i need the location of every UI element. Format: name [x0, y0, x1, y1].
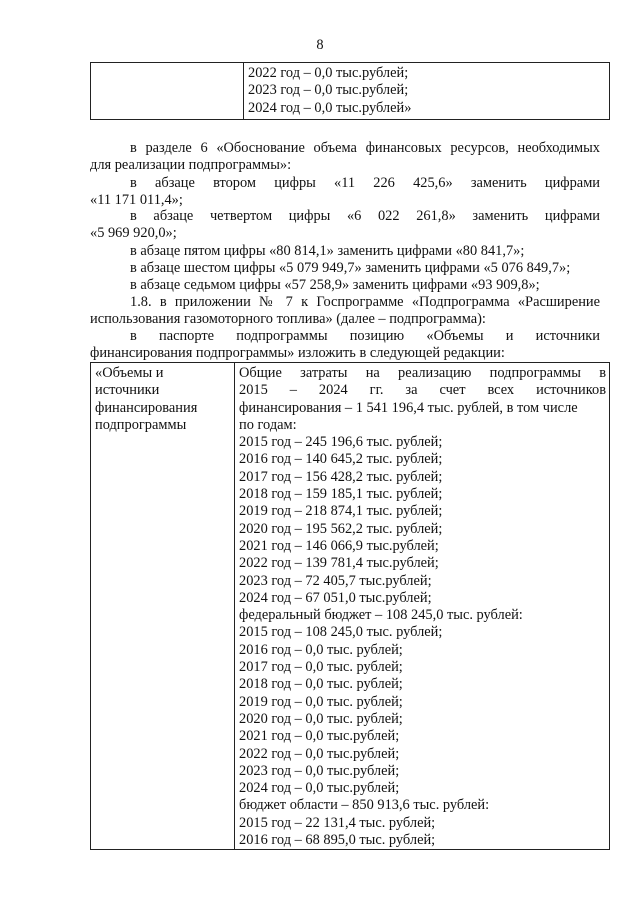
value-line: 2023 год – 0,0 тыс.рублей;	[239, 762, 400, 779]
value-line: 2020 год – 0,0 тыс. рублей;	[239, 710, 403, 727]
value-line: 2015 год – 22 131,4 тыс. рублей;	[239, 814, 436, 831]
paragraph-abzac-4	[90, 208, 600, 243]
top-table-left-cell	[91, 63, 244, 120]
paragraph-item-1-8	[90, 294, 600, 329]
paragraph-line: в паспорте подпрограммы позицию «Объемы и источники	[130, 328, 600, 344]
paragraph-line: в абзаце седьмом цифры «57 258,9» заменить цифрами «93 909,8»;	[130, 277, 540, 293]
paragraph-line: в абзаце втором цифры «11 226 425,6» заменить цифрами	[130, 175, 600, 191]
label-line: источники	[95, 382, 160, 399]
paragraph-passport	[90, 328, 600, 363]
paragraph-abzac-6	[90, 260, 600, 277]
paragraph-abzac-7	[90, 277, 600, 294]
top-table-line: 2022 год – 0,0 тыс.рублей;	[248, 65, 409, 81]
value-line: 2021 год – 146 066,9 тыс.рублей;	[239, 537, 439, 554]
paragraph-line: использования газомоторного топлива» (далее – подпрограмма):	[90, 311, 486, 328]
top-table-right-cell	[244, 63, 610, 120]
value-line: 2017 год – 156 428,2 тыс. рублей;	[239, 468, 443, 485]
paragraph-line: в абзаце пятом цифры «80 814,1» заменить цифрами «80 841,7»;	[130, 243, 525, 259]
paragraph-line: в разделе 6 «Обоснование объема финансовых ресурсов, необходимых	[130, 140, 600, 156]
intro-line: Общие затраты на реализацию подпрограммы в	[239, 365, 606, 381]
label-line: подпрограммы	[95, 416, 187, 433]
label-line: финансирования	[95, 399, 198, 416]
paragraph-line: для реализации подпрограммы»:	[90, 157, 292, 174]
value-line: 2018 год – 0,0 тыс. рублей;	[239, 676, 403, 693]
value-line: 2016 год – 68 895,0 тыс. рублей;	[239, 832, 436, 849]
value-line: 2022 год – 139 781,4 тыс.рублей;	[239, 555, 439, 572]
page-number: 8	[316, 37, 324, 53]
paragraph-line: «11 171 011,4»;	[90, 192, 183, 209]
value-line: 2016 год – 0,0 тыс. рублей;	[239, 641, 403, 658]
value-line: 2024 год – 67 051,0 тыс.рублей;	[239, 589, 432, 606]
intro-line: 2015 – 2024 гг. за счет всех источников	[239, 382, 606, 399]
value-line: 2021 год – 0,0 тыс.рублей;	[239, 728, 400, 745]
value-line: 2017 год – 0,0 тыс. рублей;	[239, 659, 403, 676]
top-table	[90, 62, 610, 120]
top-table-line: 2024 год – 0,0 тыс.рублей»	[248, 99, 412, 116]
value-line: 2023 год – 72 405,7 тыс.рублей;	[239, 572, 432, 589]
paragraph-section-6	[90, 140, 600, 175]
label-line: «Объемы и	[95, 365, 164, 381]
value-line: бюджет области – 850 913,6 тыс. рублей:	[239, 797, 490, 814]
paragraph-line: «5 969 920,0»;	[90, 225, 177, 242]
paragraph-abzac-5	[90, 243, 600, 260]
value-line: 2015 год – 245 196,6 тыс. рублей;	[239, 434, 443, 451]
funding-table	[90, 362, 610, 850]
value-line: федеральный бюджет – 108 245,0 тыс. рублей:	[239, 607, 523, 624]
value-line: 2015 год – 108 245,0 тыс. рублей;	[239, 624, 443, 641]
funding-table-label-cell	[91, 363, 235, 850]
value-line: 2020 год – 195 562,2 тыс. рублей;	[239, 520, 443, 537]
value-line: 2016 год – 140 645,2 тыс. рублей;	[239, 451, 443, 468]
value-line: 2019 год – 0,0 тыс. рублей;	[239, 693, 403, 710]
paragraph-line: финансирования подпрограммы» изложить в следующей редакции:	[90, 345, 505, 362]
paragraph-line: в абзаце четвертом цифры «6 022 261,8» заменить цифрами	[130, 208, 600, 224]
paragraph-abzac-2	[90, 175, 600, 210]
value-line: 2018 год – 159 185,1 тыс. рублей;	[239, 486, 443, 503]
value-line: 2022 год – 0,0 тыс.рублей;	[239, 745, 400, 762]
paragraph-line: 1.8. в приложении № 7 к Госпрограмме «Подпрограмма «Расширение	[130, 294, 600, 310]
value-line: 2019 год – 218 874,1 тыс. рублей;	[239, 503, 443, 520]
top-table-line: 2023 год – 0,0 тыс.рублей;	[248, 82, 409, 99]
funding-table-value-cell	[235, 363, 610, 850]
value-line: по годам:	[239, 416, 297, 433]
value-line: 2024 год – 0,0 тыс.рублей;	[239, 780, 400, 797]
intro-line: финансирования – 1 541 196,4 тыс. рублей, в том числе	[239, 399, 578, 416]
paragraph-line: в абзаце шестом цифры «5 079 949,7» заменить цифрами «5 076 849,7»;	[130, 260, 571, 276]
